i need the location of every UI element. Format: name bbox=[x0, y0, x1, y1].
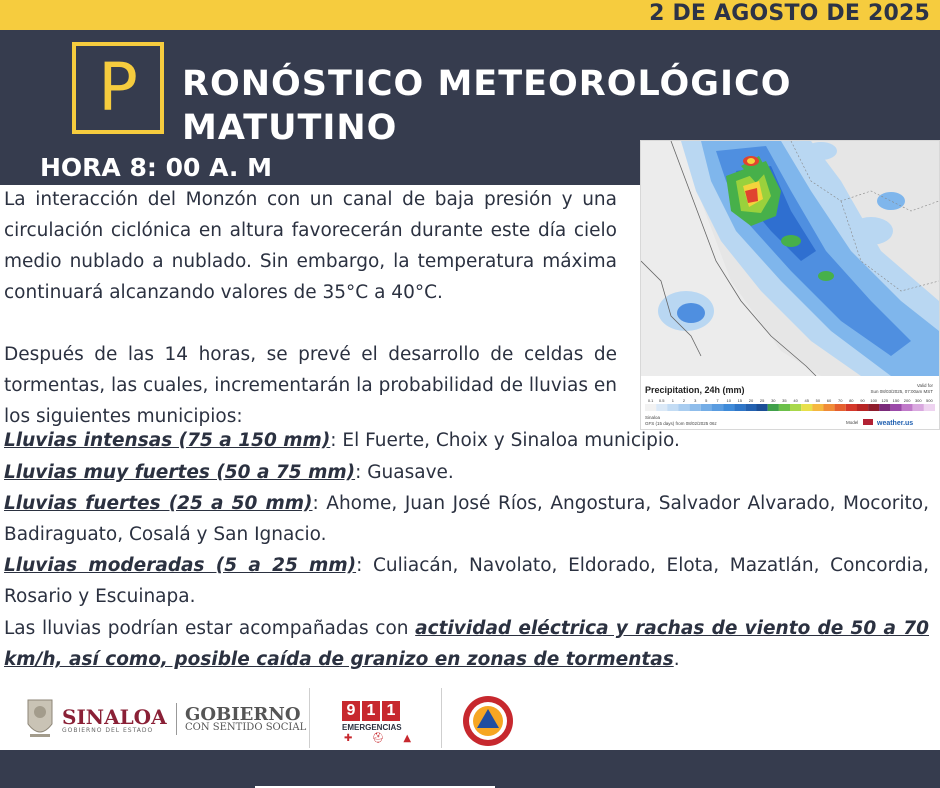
scale-color-swatch bbox=[790, 404, 801, 411]
closing-paragraph bbox=[4, 613, 929, 675]
scale-color-swatch bbox=[913, 404, 924, 411]
scale-color-swatch bbox=[835, 404, 846, 411]
title-initial: P bbox=[98, 49, 138, 126]
rain-category-moderate bbox=[4, 550, 929, 612]
report-date: 2 DE AGOSTO DE 2025 bbox=[649, 1, 930, 26]
map-valid-label: Valid for bbox=[916, 383, 933, 388]
forecast-time: HORA 8: 00 A. M bbox=[40, 153, 272, 182]
rain-category-municipalities: : El Fuerte, Choix y Sinaloa municipio. bbox=[330, 430, 680, 451]
scale-color-swatch bbox=[857, 404, 868, 411]
scale-color-swatch bbox=[879, 404, 890, 411]
scale-color-swatch bbox=[824, 404, 835, 411]
scale-color-swatch bbox=[801, 404, 812, 411]
scale-color-swatch bbox=[812, 404, 823, 411]
logo-separator bbox=[309, 688, 310, 748]
title-line-2: MATUTINO bbox=[182, 108, 398, 148]
scale-tick-label: 500 bbox=[926, 398, 933, 403]
scale-tick-label: 300 bbox=[914, 398, 922, 403]
state-emblem-icon bbox=[24, 694, 56, 742]
title-line-1: RONÓSTICO METEOROLÓGICO bbox=[182, 64, 792, 104]
scale-tick-label: 15 bbox=[737, 398, 743, 403]
scale-tick-label: 25 bbox=[759, 398, 765, 403]
scale-tick-label: 35 bbox=[782, 398, 787, 403]
gobierno-logo-subtitle: CON SENTIDO SOCIAL bbox=[185, 722, 307, 733]
scale-tick-label: 60 bbox=[826, 398, 832, 403]
911-digit: 1 bbox=[382, 701, 400, 721]
precipitation-map-image bbox=[641, 141, 939, 429]
page-title bbox=[182, 62, 791, 150]
closing-emphasis: actividad eléctrica y rachas de viento de 50 a 70 km/h, así como, posible caída de granizo en zonas de tormentas bbox=[4, 618, 929, 670]
rain-category-label: Lluvias fuertes (25 a 50 mm) bbox=[4, 493, 313, 514]
scale-color-swatch bbox=[745, 404, 756, 411]
scale-color-swatch bbox=[690, 404, 701, 411]
scale-color-swatch bbox=[679, 404, 690, 411]
scale-color-swatch bbox=[890, 404, 901, 411]
sinaloa-logo-subtitle: GOBIERNO DEL ESTADO bbox=[62, 727, 154, 734]
scale-tick-label: 80 bbox=[849, 398, 854, 403]
scale-tick-label: 2 bbox=[682, 398, 686, 403]
gobierno-logo-text: GOBIERNO bbox=[185, 704, 301, 725]
scale-tick-label: 10 bbox=[726, 398, 731, 403]
scale-color-swatch bbox=[868, 404, 879, 411]
scale-tick-label: 100 bbox=[870, 398, 878, 403]
precipitation-map bbox=[640, 140, 940, 430]
911-digit: 9 bbox=[342, 701, 360, 721]
rain-category-municipalities: : Guasave. bbox=[355, 462, 454, 483]
scale-color-swatch bbox=[656, 404, 667, 411]
civil-protection-icon bbox=[462, 695, 514, 747]
sinaloa-logo-text: SINALOA bbox=[62, 705, 167, 729]
map-credit: weather.us bbox=[877, 420, 914, 427]
rain-category-label: Lluvias muy fuertes (50 a 75 mm) bbox=[4, 462, 356, 483]
scale-tick-label: 3 bbox=[694, 398, 697, 403]
intro-paragraph-2: Después de las 14 horas, se prevé el desarrollo de celdas de tormentas, las cuales, incrementarán la probabilidad de lluvias en los siguientes municipios: bbox=[4, 344, 617, 427]
scale-color-swatch bbox=[734, 404, 745, 411]
rain-category-strong bbox=[4, 488, 929, 550]
title-initial-box bbox=[72, 42, 164, 134]
scale-color-swatch bbox=[902, 404, 913, 411]
scale-tick-label: 7 bbox=[716, 398, 719, 403]
scale-color-swatch bbox=[846, 404, 857, 411]
911-logo-text: EMERGENCIAS bbox=[342, 723, 402, 732]
rain-category-intense bbox=[4, 425, 929, 456]
intro-paragraph: La interacción del Monzón con un canal de baja presión y una circulación ciclónica en altura favorecerán durante este día cielo medio nublado a nublado. Sin embargo, la temperatura máxima continuará alcanzando valores de 35°C a 40°C. bbox=[4, 189, 617, 303]
emergency-services-icon: ✚ ⛑ ▲ bbox=[344, 733, 420, 744]
scale-color-swatch bbox=[701, 404, 712, 411]
scale-tick-label: 125 bbox=[881, 398, 889, 403]
scale-tick-label: 5 bbox=[705, 398, 708, 403]
map-model-label: Model bbox=[846, 420, 859, 425]
map-valid-time: Sun 08/03/2025, 07:00am MST bbox=[870, 389, 933, 394]
scale-tick-label: 0.5 bbox=[658, 398, 665, 403]
scale-tick-label: 30 bbox=[771, 398, 776, 403]
scale-color-swatch bbox=[667, 404, 678, 411]
rain-category-label: Lluvias moderadas (5 a 25 mm) bbox=[4, 555, 357, 576]
scale-tick-label: 40 bbox=[793, 398, 798, 403]
logo-divider bbox=[176, 703, 177, 735]
rain-category-label: Lluvias intensas (75 a 150 mm) bbox=[4, 430, 331, 451]
rain-category-very-strong bbox=[4, 457, 929, 488]
scale-tick-label: 20 bbox=[748, 398, 754, 403]
date-bar bbox=[0, 0, 940, 30]
scale-color-swatch bbox=[723, 404, 734, 411]
911-logo bbox=[342, 700, 402, 721]
scale-color-swatch bbox=[924, 404, 935, 411]
logo-separator bbox=[441, 688, 442, 748]
scale-color-swatch bbox=[779, 404, 790, 411]
scale-tick-label: 150 bbox=[892, 398, 900, 403]
closing-prefix: Las lluvias podrían estar acompañadas con bbox=[4, 618, 416, 639]
rain-category-municipalities: : Culiacán, Navolato, Eldorado, Elota, Mazatlán, Concordia, Rosario y Escuinapa. bbox=[4, 555, 929, 607]
map-legend-title: Precipitation, 24h (mm) bbox=[645, 385, 745, 395]
map-model-run: GFS (15 days) from 08/02/2025 06z bbox=[645, 421, 717, 426]
closing-suffix: . bbox=[673, 649, 680, 670]
scale-tick-label: 45 bbox=[804, 398, 809, 403]
footer-bar bbox=[0, 750, 940, 788]
scale-tick-label: 90 bbox=[860, 398, 865, 403]
scale-color-swatch bbox=[645, 404, 656, 411]
scale-color-swatch bbox=[768, 404, 779, 411]
scale-tick-label: 50 bbox=[815, 398, 821, 403]
scale-tick-label: 200 bbox=[903, 398, 911, 403]
911-digit: 1 bbox=[362, 701, 380, 721]
scale-tick-label: 70 bbox=[837, 398, 843, 403]
scale-color-swatch bbox=[712, 404, 723, 411]
scale-color-swatch bbox=[757, 404, 768, 411]
scale-tick-label: 0.1 bbox=[647, 398, 654, 403]
scale-tick-label: 1 bbox=[671, 398, 675, 403]
map-region: Sinaloa bbox=[645, 415, 661, 420]
rain-category-municipalities: : Ahome, Juan José Ríos, Angostura, Salvador Alvarado, Mocorito, Badiraguato, Cosalá y San Ignacio. bbox=[4, 493, 929, 545]
